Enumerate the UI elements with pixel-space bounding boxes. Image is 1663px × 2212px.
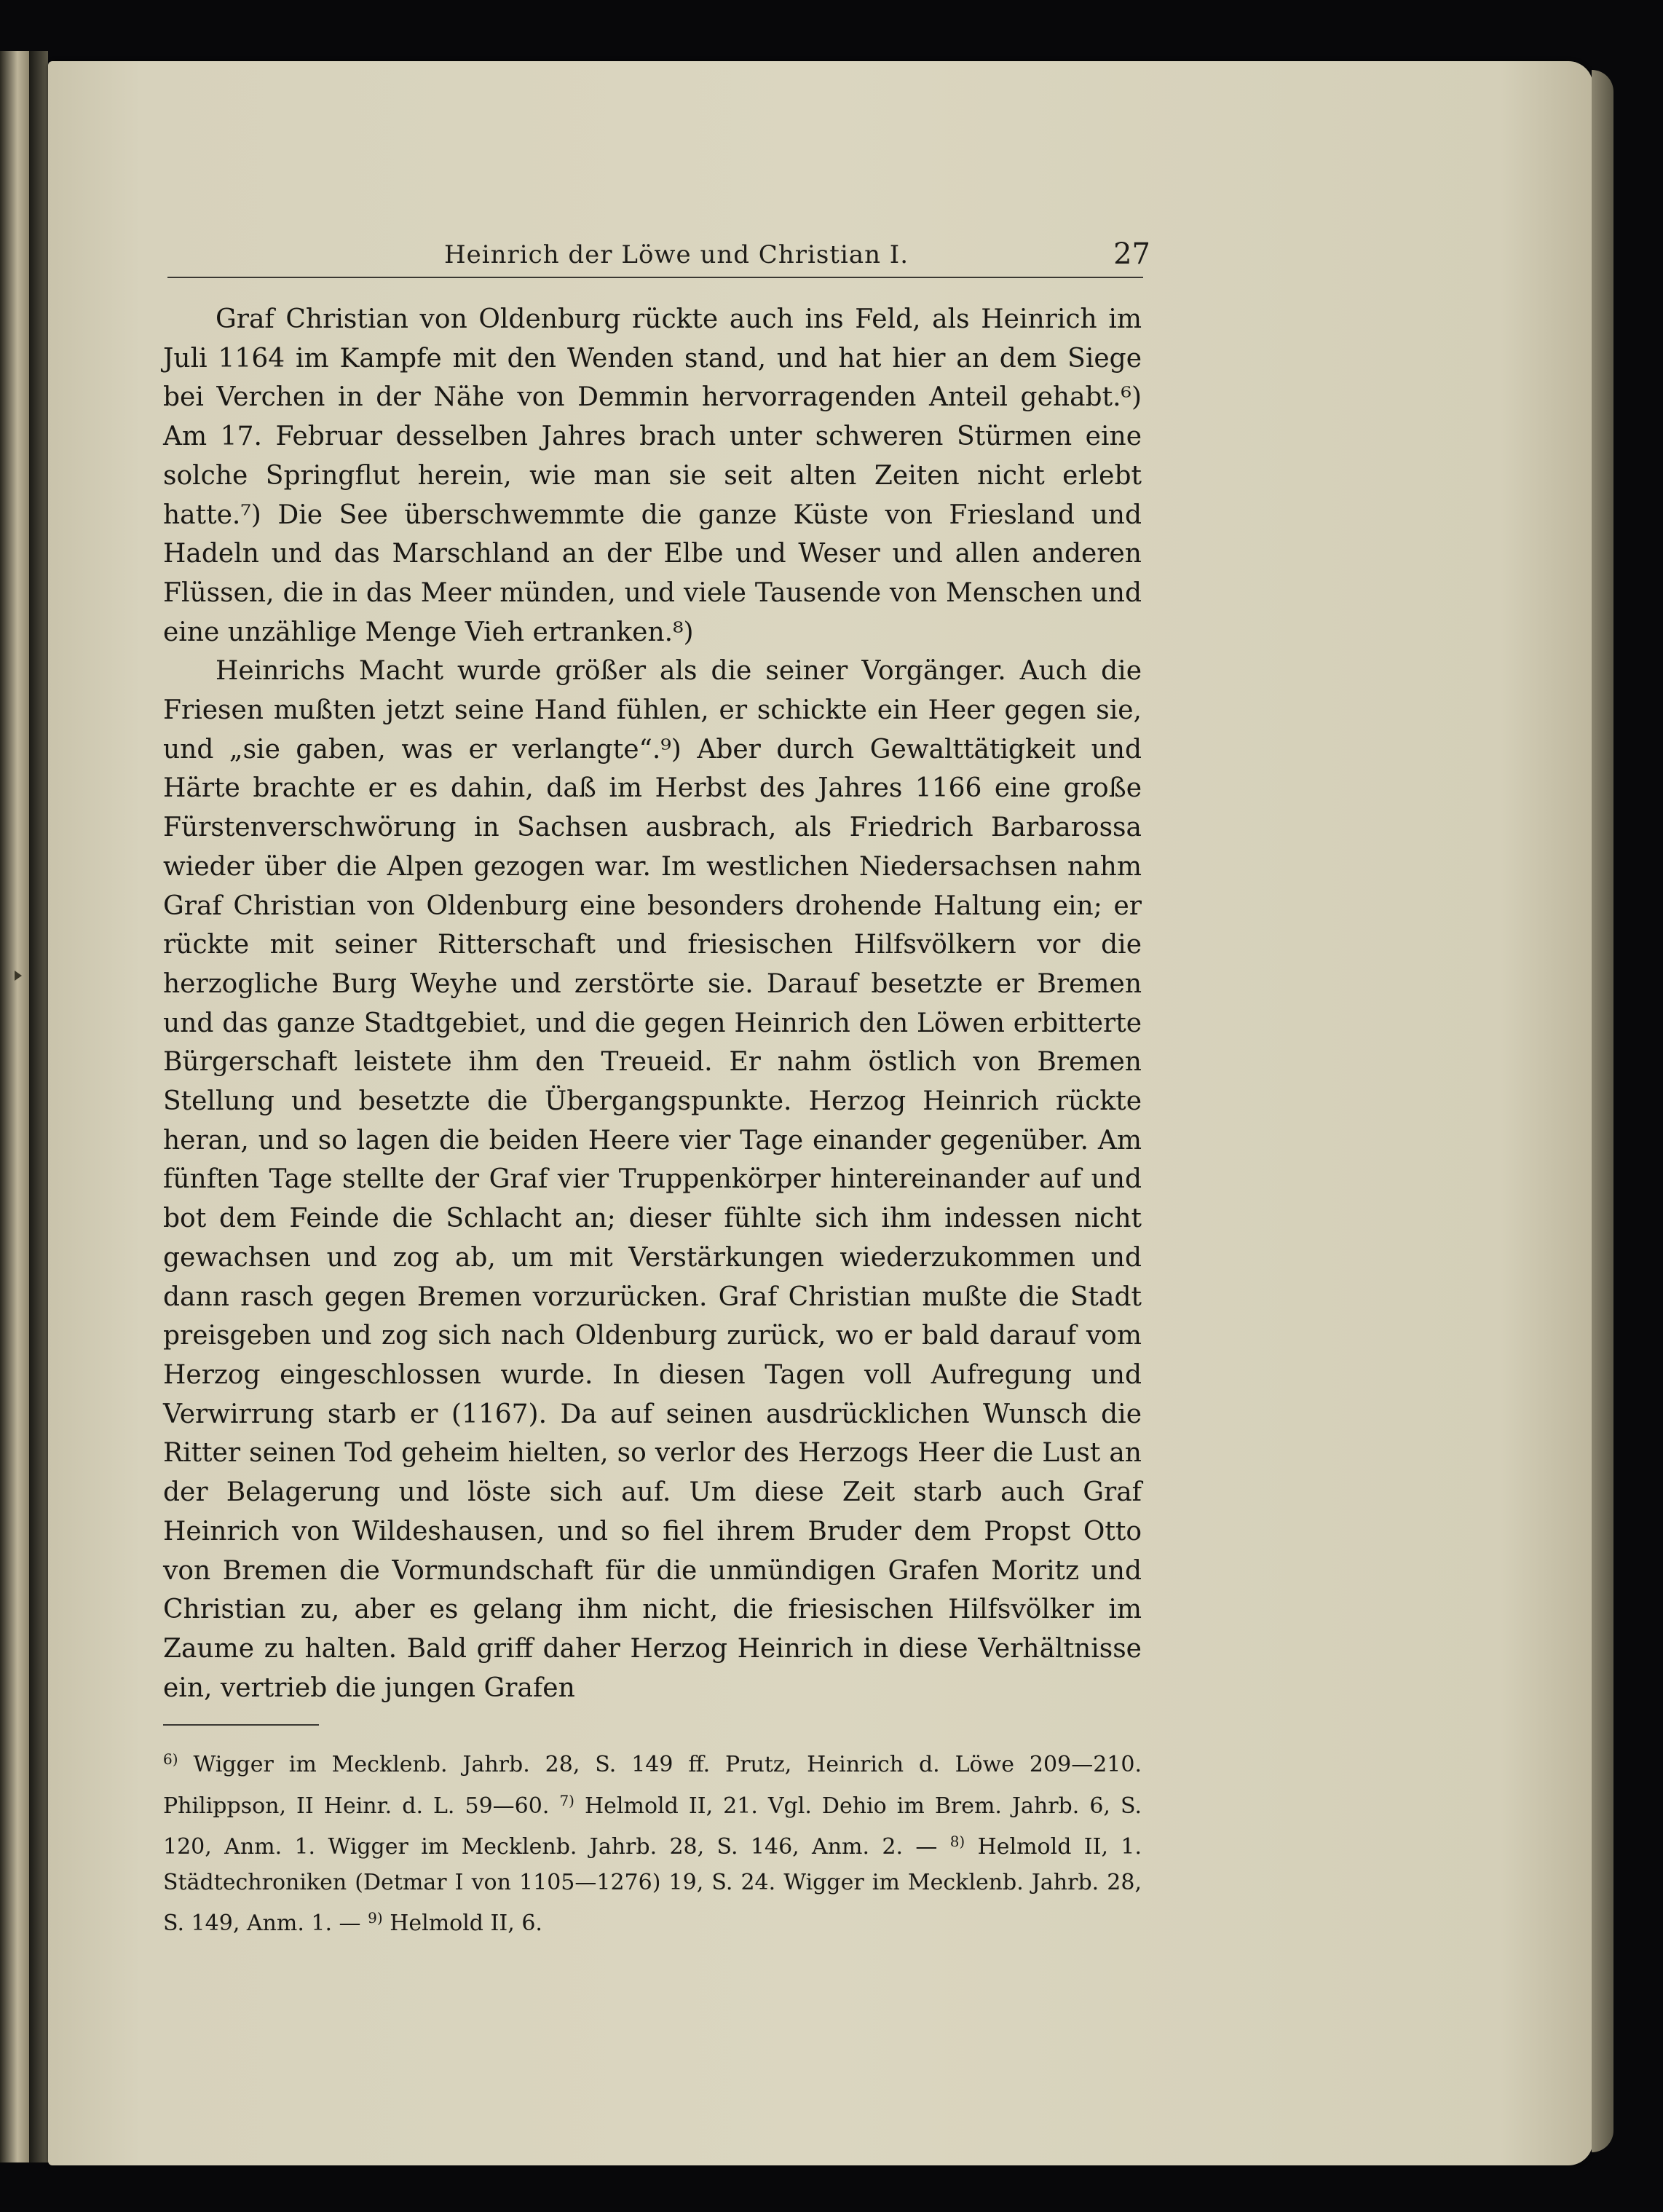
footnote-mark: 8) <box>949 1833 965 1850</box>
facing-page-edge <box>0 51 29 2162</box>
footnote-rule <box>163 1724 319 1726</box>
footnote-mark: 7) <box>559 1791 574 1809</box>
footnote-block <box>163 1742 1142 1942</box>
footnote-mark: 6) <box>163 1750 178 1768</box>
footnote-text: Helmold II, 6. <box>390 1911 542 1936</box>
running-head <box>167 240 1143 278</box>
footnotes <box>163 1742 1142 1942</box>
book-spine <box>29 51 48 2162</box>
paragraph: Heinrichs Macht wurde größer als die seiner Vorgänger. Auch die Friesen mußten jetzt seine Hand fühlen, er schickte ein Heer gegen sie, und „sie gaben, was er verlangte“.⁹) Aber durch Gewalttätigkeit und Härte brachte er es dahin, daß im Herbst des Jahres 1166 eine große Fürstenverschwörung in Sachsen ausbrach, als Friedrich Barbarossa wieder über die Alpen gezogen war. Im westlichen Niedersachsen nahm Graf Christian von Oldenburg eine besonders drohende Haltung ein; er rückte mit seiner Ritterschaft und friesischen Hilfsvölkern vor die herzogliche Burg Weyhe und zerstörte sie. Darauf besetzte er Bremen und das ganze Stadtgebiet, und die gegen Heinrich den Löwen erbitterte Bürgerschaft leistete ihm den Treueid. Er nahm östlich von Bremen Stellung und besetzte die Übergangspunkte. Herzog Heinrich rückte heran, und so lagen die beiden Heere vier Tage einander gegenüber. Am fünften Tage stellte der Graf vier Truppenkörper hintereinander auf und bot dem Feinde die Schlacht an; dieser fühlte sich ihm indessen nicht gewachsen und zog ab, um mit Verstärkungen wiederzukommen und dann rasch gegen Bremen vorzurücken. Graf Christian mußte die Stadt preisgeben und zog sich nach Oldenburg zurück, wo er bald darauf vom Herzog eingeschlossen wurde. In diesen Tagen voll Aufregung und Verwirrung starb er (1167). Da auf seinen ausdrücklichen Wunsch die Ritter seinen Tod geheim hielten, so verlor des Herzogs Heer die Lust an der Belagerung und löste sich auf. Um diese Zeit starb auch Graf Heinrich von Wildeshausen, und so fiel ihrem Bruder dem Propst Otto von Bremen die Vormundschaft für die unmündigen Grafen Moritz und Christian zu, aber es gelang ihm nicht, die friesischen Hilfsvölker im Zaume zu halten. Bald griff daher Herzog Heinrich in diese Verhältnisse ein, vertrieb die jungen Grafen <box>163 656 1142 1703</box>
running-title: Heinrich der Löwe und Christian I. <box>444 240 909 269</box>
page-number: 27 <box>1113 237 1150 271</box>
footnote-text: Helmold II, 21. Vgl. Dehio im Brem. Jahrb. 6, S. 120, Anm. 1. Wigger im Mecklenb. Jahrb. 28, S. 146, Anm. 2. — <box>163 1793 1142 1860</box>
page-fore-edge <box>1592 70 1613 2152</box>
body-text <box>163 300 1142 1707</box>
footnote-mark: 9) <box>368 1909 383 1927</box>
footnote-text: Wigger im Mecklenb. Jahrb. 28, S. 149 ff. Prutz, Heinrich d. Löwe 209—210. Philippson, II Heinr. d. L. 59—60. <box>163 1752 1142 1819</box>
paragraph: Graf Christian von Oldenburg rückte auch ins Feld, als Heinrich im Juli 1164 im Kampfe mit den Wenden stand, und hat hier an dem Siege bei Verchen in der Nähe von Demmin hervorragenden Anteil gehabt.⁶) Am 17. Februar desselben Jahres brach unter schweren Stürmen eine solche Springflut herein, wie man sie seit alten Zeiten nicht erlebt hatte.⁷) Die See überschwemmte die ganze Küste von Friesland und Hadeln und das Marschland an der Elbe und Weser und allen anderen Flüssen, die in das Meer münden, und viele Tausende von Menschen und eine unzählige Menge Vieh ertranken.⁸) <box>163 304 1142 647</box>
footnote-text: Helmold II, 1. Städtechroniken (Detmar I von 1105—1276) 19, S. 24. Wigger im Mecklenb. Jahrb. 28, S. 149, Anm. 1. — <box>163 1834 1142 1936</box>
